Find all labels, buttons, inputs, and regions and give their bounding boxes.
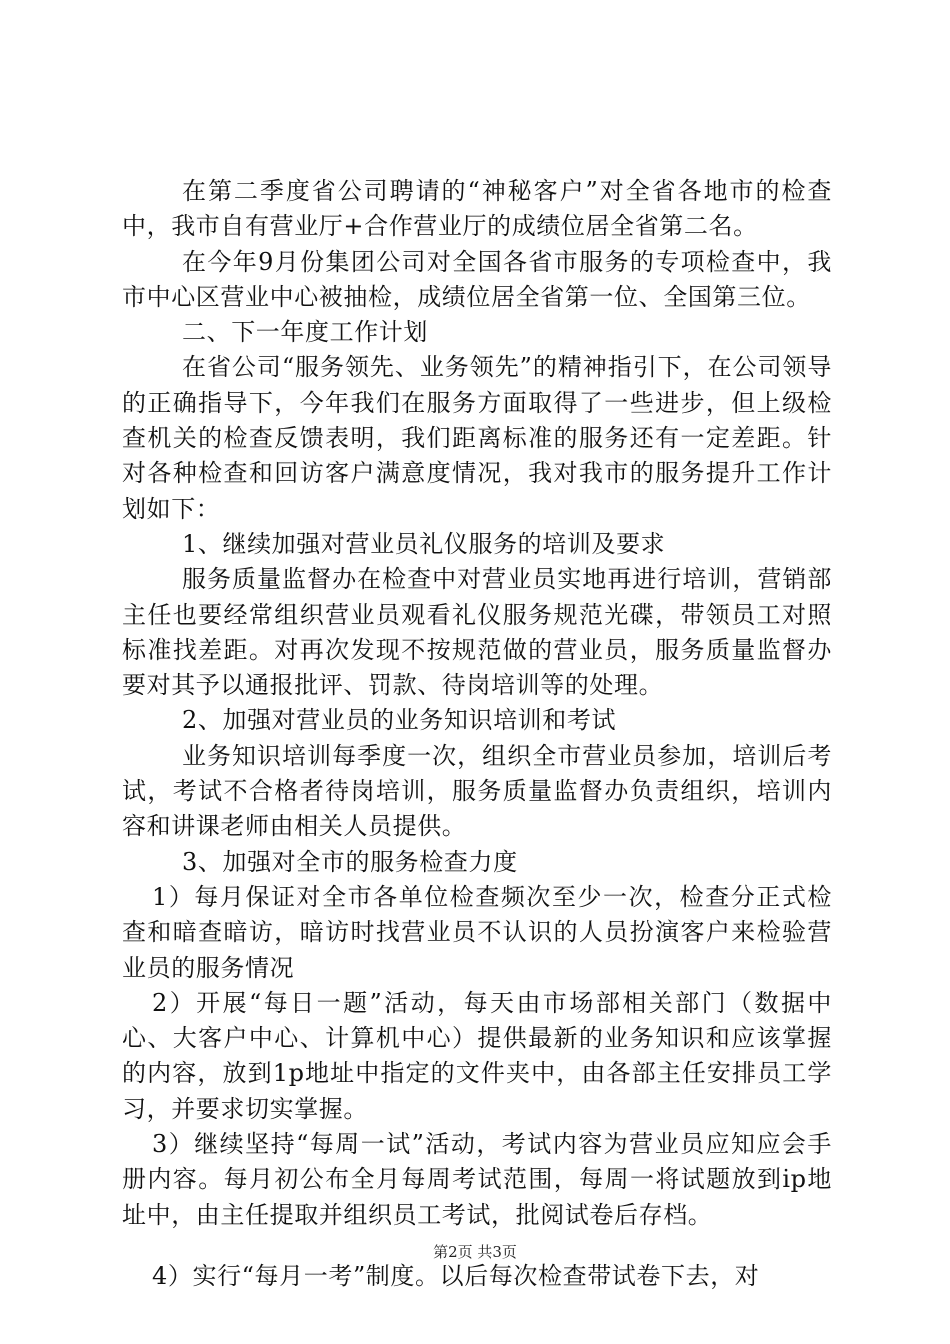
paragraph-plan-intro: 在省公司“服务领先、业务领先”的精神指引下，在公司领导的正确指导下，今年我们在服务方面取得了一些进步，但上级检查机关的检查反馈表明，我们距离标准的服务还有一定差距。针对各种检查和回访客户满意度情况，我对我市的服务提升工作计划如下： xyxy=(122,353,832,523)
subheading-etiquette-training: 1、继续加强对营业员礼仪服务的培训及要求 xyxy=(182,529,666,558)
page-number-footer: 第2页 共3页 xyxy=(433,1243,517,1261)
paragraph-mystery-customer-result: 在第二季度省公司聘请的“神秘客户”对全省各地市的检查中，我市自有营业厅+合作营业厅的成绩位居全省第二名。 xyxy=(122,177,832,241)
list-item-daily-question: 2）开展“每日一题”活动，每天由市场部相关部门（数据中心、大客户中心、计算机中心）提供最新的业务知识和应该掌握的内容，放到1p地址中指定的文件夹中，由各部主任安排员工学习，并要求切实掌握。 xyxy=(122,988,832,1123)
section-heading-next-year-plan: 二、下一年度工作计划 xyxy=(182,318,428,347)
subheading-knowledge-training: 2、加强对营业员的业务知识培训和考试 xyxy=(182,706,617,735)
paragraph-group-inspection-result: 在今年9月份集团公司对全国各省市服务的专项检查中，我市中心区营业中心被抽检，成绩位居全省第一位、全国第三位。 xyxy=(122,247,832,311)
list-item-weekly-test: 3）继续坚持“每周一试”活动，考试内容为营业员应知应会手册内容。每月初公布全月每周考试范围，每周一将试题放到ip地址中，由主任提取并组织员工考试，批阅试卷后存档。 xyxy=(122,1130,832,1229)
paragraph-etiquette-training: 服务质量监督办在检查中对营业员实地再进行培训，营销部主任也要经常组织营业员观看礼仪服务规范光碟，带领员工对照标准找差距。对再次发现不按规范做的营业员，服务质量监督办要对其予以通报批评、罚款、待岗培训等的处理。 xyxy=(122,565,832,700)
paragraph-knowledge-training: 业务知识培训每季度一次，组织全市营业员参加，培训后考试，考试不合格者待岗培训，服务质量监督办负责组织，培训内容和讲课老师由相关人员提供。 xyxy=(122,741,832,841)
list-item-monthly-inspection: 1）每月保证对全市各单位检查频次至少一次，检查分正式检查和暗查暗访，暗访时找营业员不认识的人员扮演客户来检验营业员的服务情况 xyxy=(122,882,832,982)
list-item-monthly-exam: 4）实行“每月一考”制度。以后每次检查带试卷下去，对 xyxy=(152,1261,760,1290)
document-body xyxy=(122,174,832,1294)
subheading-service-inspection: 3、加强对全市的服务检查力度 xyxy=(182,847,518,876)
